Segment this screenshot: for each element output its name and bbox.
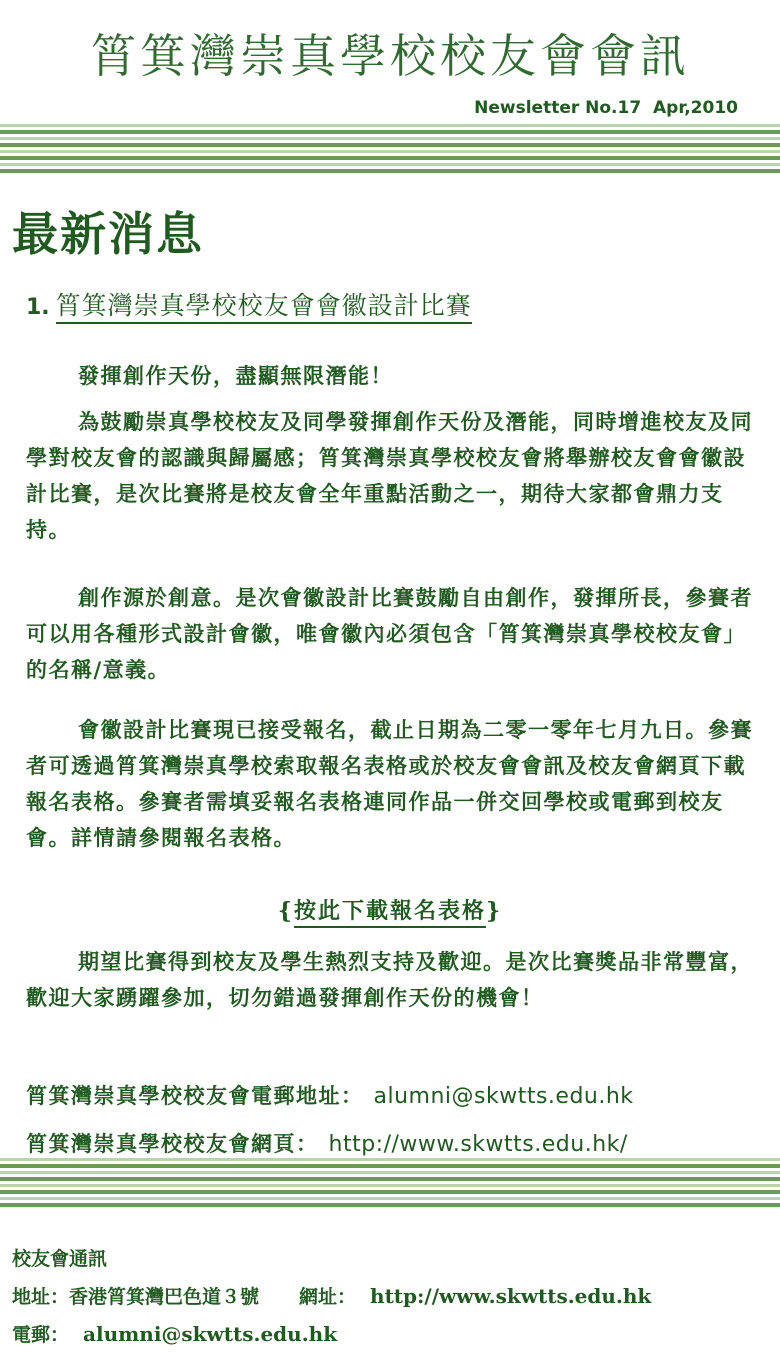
footer-email-line — [12, 1320, 337, 1347]
footer-name: 校友會通訊 — [12, 1248, 108, 1270]
footer-address: 地址：香港筲箕灣巴色道３號 — [12, 1286, 260, 1308]
contact-web-line — [26, 1128, 628, 1158]
newsletter-title: 筲箕灣崇真學校校友會會訊 — [90, 29, 690, 83]
section-heading: 最新消息 — [12, 207, 204, 261]
contact-web-link[interactable]: http://www.skwtts.edu.hk/ — [328, 1132, 628, 1157]
footer-address-line — [12, 1282, 651, 1309]
footer-divider-stripes — [0, 1158, 780, 1210]
article-paragraph-1: 為鼓勵崇真學校校友及同學發揮創作天份及潛能，同時增進校友及同學對校友會的認識與歸屬感；筲箕灣崇真學校校友會將舉辦校友會會徽設計比賽，是次比賽將是校友會全年重點活動之一，期待大家都會鼎力支持。 — [26, 409, 753, 542]
footer-email-label: 電郵： — [12, 1324, 70, 1346]
article-paragraph-3: 會徽設計比賽現已接受報名，截止日期為二零一零年七月九日。參賽者可透過筲箕灣崇真學校索取報名表格或於校友會會訊及校友會網頁下載報名表格。參賽者需填妥報名表格連同作品一併交回學校或電郵到校友會。詳情請參閱報名表格。 — [26, 717, 753, 850]
issue-info: Newsletter No.17 Apr,2010 — [474, 98, 738, 118]
contact-email-label: 筲箕灣崇真學校校友會電郵地址： — [26, 1083, 364, 1108]
article-paragraph-4: 期望比賽得到校友及學生熱烈支持及歡迎。是次比賽獎品非常豐富，歡迎大家踴躍參加，切勿錯過發揮創作天份的機會！ — [26, 949, 753, 1010]
article-paragraph-2: 創作源於創意。是次會徽設計比賽鼓勵自由創作，發揮所長，參賽者可以用各種形式設計會徽，唯會徽內必須包含「筲箕灣崇真學校校友會」的名稱/意義。 — [26, 585, 753, 682]
item-heading — [26, 286, 472, 322]
download-form-link[interactable]: 按此下載報名表格 — [294, 898, 486, 928]
header-divider-stripes — [0, 124, 780, 176]
brace-open: { — [277, 898, 294, 924]
contact-email-link[interactable]: alumni@skwtts.edu.hk — [373, 1084, 634, 1109]
footer-website-label: 網址： — [299, 1286, 357, 1308]
footer-website-link[interactable]: http://www.skwtts.edu.hk — [370, 1284, 652, 1308]
contact-email-line — [26, 1080, 634, 1110]
slogan-paragraph: 發揮創作天份，盡顯無限潛能！ — [78, 363, 393, 388]
download-form-link-row — [0, 894, 780, 925]
brace-close: } — [486, 898, 503, 924]
item-title: 筲箕灣崇真學校校友會會徽設計比賽 — [56, 291, 472, 324]
item-number: 1. — [26, 295, 50, 320]
footer-email-link[interactable]: alumni@skwtts.edu.hk — [83, 1322, 338, 1346]
contact-web-label: 筲箕灣崇真學校校友會網頁： — [26, 1131, 319, 1156]
